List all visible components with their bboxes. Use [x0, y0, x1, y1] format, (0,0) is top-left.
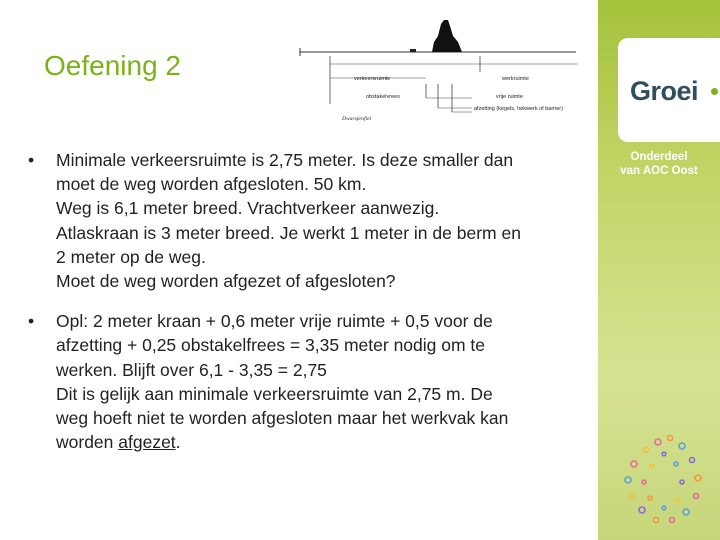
- decorative-dot-pattern-icon: [598, 420, 720, 540]
- text-line: Dit is gelijk aan minimale verkeersruimte van 2,75 m. De: [56, 383, 493, 404]
- bullet-1: [28, 148, 588, 293]
- text-line: Minimale verkeersruimte is 2,75 meter. Is deze smaller dan: [56, 150, 514, 170]
- label-vrije-ruimte: vrije ruimte: [496, 94, 523, 100]
- subtitle-line: Onderdeel: [630, 151, 688, 163]
- label-werkruimte: werkruimte: [502, 76, 529, 82]
- text-line: werken. Blijft over 6,1 - 3,35 = 2,75: [56, 359, 327, 380]
- label-obstakelvrees: obstakelvrees: [366, 94, 400, 100]
- text-line: afzetting + 0,25 obstakelfrees = 3,35 meter nodig om te: [56, 335, 486, 356]
- sidebar-subtitle: [598, 150, 720, 178]
- text-line: Weg is 6,1 meter breed. Vrachtverkeer aanwezig.: [56, 198, 440, 219]
- text-line: Moet de weg worden afgezet of afgesloten?: [56, 271, 396, 292]
- text-line-last: [56, 430, 588, 454]
- bullet-marker: •: [28, 311, 35, 332]
- text-line: weg hoeft niet te worden afgesloten maar het werkvak kan: [56, 408, 509, 429]
- bullet-marker: •: [28, 150, 35, 170]
- label-verkeersruimte: verkeersruimte: [354, 76, 391, 82]
- text-fragment: .: [175, 432, 181, 453]
- crane-silhouette: [432, 20, 462, 52]
- bullet-2: [28, 309, 588, 454]
- text-line: Opl: 2 meter kraan + 0,6 meter vrije ruimte + 0,5 voor de: [56, 311, 493, 332]
- label-afzetting: afzetting (kegels, hekwerk of barrier): [474, 106, 563, 112]
- text-line: Atlaskraan is 3 meter breed. Je werkt 1 meter in de berm en: [56, 222, 521, 243]
- text-fragment: worden: [56, 432, 119, 453]
- groei-logo: Groei: [630, 76, 699, 106]
- logo-box: [618, 38, 720, 142]
- text-line: 2 meter op de weg.: [56, 246, 206, 267]
- body-text: [28, 148, 588, 470]
- underlined-word: afgezet: [118, 432, 176, 453]
- cross-section-diagram: [296, 12, 590, 122]
- logo-dot-icon: [711, 88, 718, 95]
- slide-title: Oefening 2: [44, 50, 181, 81]
- brand-sidebar: [598, 0, 720, 540]
- subtitle-line: van AOC Oost: [620, 165, 698, 177]
- label-dwarsprofiel: Dwarsprofiel: [342, 116, 372, 122]
- text-line: moet de weg worden afgesloten. 50 km.: [56, 174, 367, 195]
